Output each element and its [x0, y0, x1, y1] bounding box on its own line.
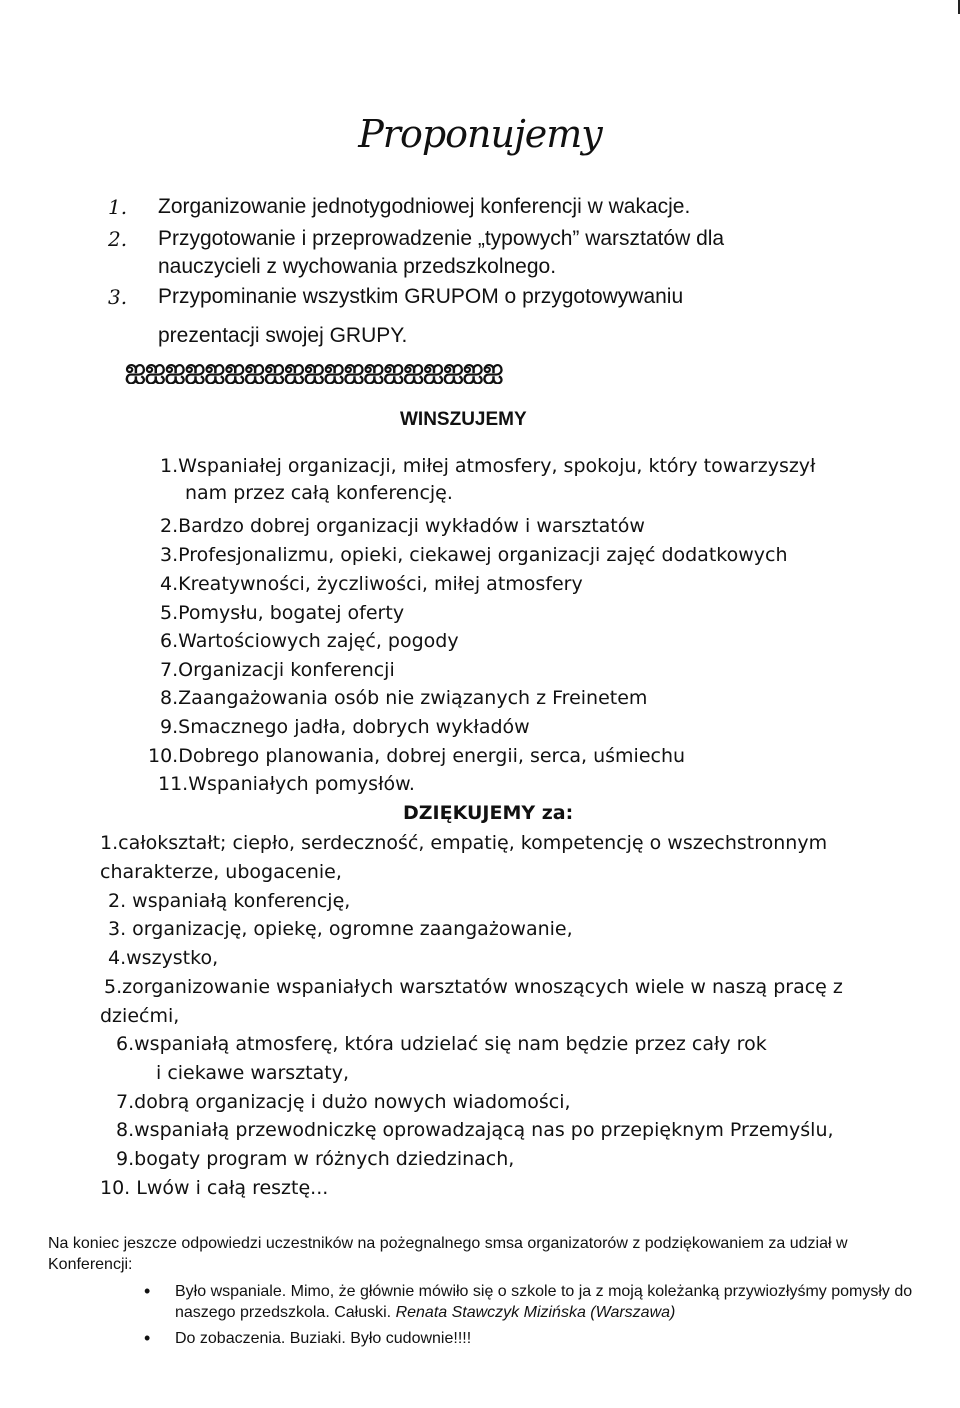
- sms-replies-list: [48, 1281, 928, 1349]
- thanks-heading: DZIĘKUJEMY za:: [403, 802, 574, 824]
- proposal-text: Przygotowanie i przeprowadzenie „typowych” warsztatów dla: [158, 227, 725, 250]
- thanks-item: dziećmi,: [100, 1005, 180, 1027]
- wish-item: 2.Bardzo dobrej organizacji wykładów i warsztatów: [160, 515, 645, 537]
- proposal-item: [108, 283, 858, 350]
- thanks-item: i ciekawe warsztaty,: [156, 1062, 350, 1084]
- wish-item: 7.Organizacji konferencji: [160, 659, 395, 681]
- wish-text-continued: nam przez całą konferencję.: [185, 482, 453, 504]
- wish-item: 5.Pomysłu, bogatej oferty: [160, 602, 405, 624]
- proposal-item: [108, 193, 858, 221]
- proposal-text: Zorganizowanie jednotygodniowej konferencji w wakacje.: [158, 195, 691, 218]
- proposal-text: Przypominanie wszystkim GRUPOM o przygotowywaniu: [158, 285, 684, 308]
- proposal-list: [108, 193, 858, 350]
- wish-text: 1.Wspaniałej organizacji, miłej atmosfery, spokoju, który towarzyszył: [160, 455, 816, 477]
- proposal-item: [108, 225, 858, 281]
- thanks-item: 9.bogaty program w różnych dziedzinach,: [116, 1148, 515, 1170]
- sms-reply-item: [48, 1281, 928, 1323]
- ornament-divider: ஐஐஐஐஐஐஐஐஐஐஐஐஐஐஐஐஐஐஐ: [125, 354, 503, 384]
- thanks-item: 8.wspaniałą przewodniczkę oprowadzającą nas po przepięknym Przemyślu,: [116, 1119, 834, 1141]
- sms-reply-author: Renata Stawczyk Mizińska (Warszawa): [395, 1304, 676, 1321]
- proposal-number: 3.: [108, 285, 128, 309]
- sms-reply-text: Było wspaniale. Mimo, że głównie mówiło się o szkole to ja z moją koleżanką przywiozłyśmy pomysły do naszego przedszkola. Całuski.: [175, 1283, 913, 1321]
- thanks-item: 3. organizację, opiekę, ogromne zaangażowanie,: [108, 918, 573, 940]
- proposal-text: nauczycieli z wychowania przedszkolnego.: [158, 255, 557, 278]
- wish-item: 9.Smacznego jadła, dobrych wykładów: [160, 716, 530, 738]
- wish-item: [160, 455, 815, 504]
- footer-section: [48, 1233, 928, 1354]
- wish-item: 10.Dobrego planowania, dobrej energii, serca, uśmiechu: [148, 745, 686, 767]
- thanks-item: charakterze, ubogacenie,: [100, 861, 342, 883]
- wish-item: 4.Kreatywności, życzliwości, miłej atmosfery: [160, 573, 583, 595]
- thanks-item: 1.całokształt; ciepło, serdeczność, empatię, kompetencję o wszechstronnym: [100, 832, 828, 854]
- wish-item: 3.Profesjonalizmu, opieki, ciekawej organizacji zajęć dodatkowych: [160, 544, 788, 566]
- wish-item: 8.Zaangażowania osób nie związanych z Freinetem: [160, 687, 648, 709]
- thanks-item: 10. Lwów i całą resztę...: [100, 1177, 329, 1199]
- thanks-item: 6.wspaniałą atmosferę, która udzielać się nam będzie przez cały rok: [116, 1033, 767, 1055]
- sms-reply-text: Do zobaczenia. Buziaki. Było cudownie!!!!: [175, 1330, 472, 1347]
- page-title: Proponujemy: [358, 112, 602, 156]
- thanks-item: 5.zorganizowanie wspaniałych warsztatów wnoszących wiele w naszą pracę z: [104, 976, 843, 998]
- thanks-item: 7.dobrą organizację i dużo nowych wiadomości,: [116, 1091, 571, 1113]
- wish-item: 11.Wspaniałych pomysłów.: [158, 773, 415, 795]
- proposal-text: prezentacji swojej GRUPY.: [158, 324, 408, 347]
- proposal-number: 2.: [108, 227, 128, 251]
- sms-reply-item: [48, 1328, 928, 1349]
- thanks-item: 2. wspaniałą konferencję,: [108, 890, 351, 912]
- wishes-heading: WINSZUJEMY: [400, 409, 527, 430]
- proposal-number: 1.: [108, 195, 128, 219]
- wish-item: 6.Wartościowych zajęć, pogody: [160, 630, 459, 652]
- footer-intro: Na koniec jeszcze odpowiedzi uczestników na pożegnalnego smsa organizatorów z podziękowaniem za udział w Konferencji:: [48, 1235, 848, 1273]
- thanks-item: 4.wszystko,: [108, 947, 219, 969]
